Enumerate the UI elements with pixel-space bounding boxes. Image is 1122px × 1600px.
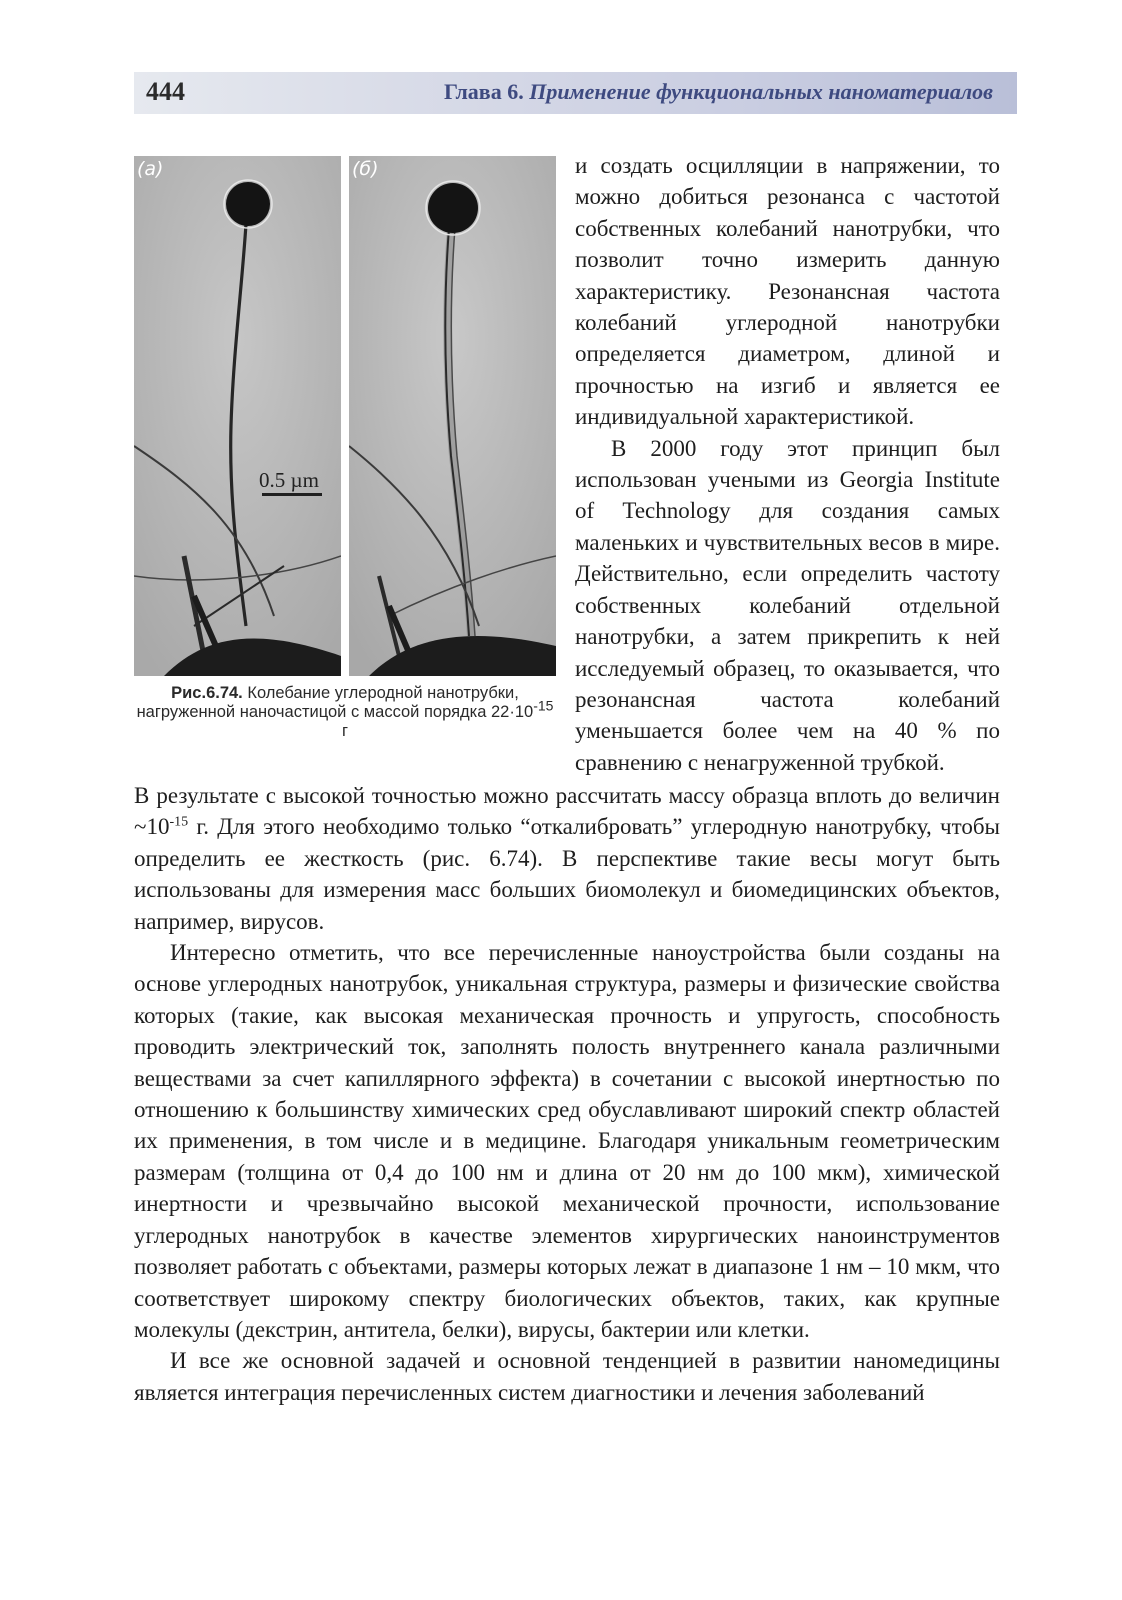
paragraph-1-text-b: г. Для этого необходимо только “откалибровать” углеродную нанотрубку, чтобы определить ее жесткость (рис. 6.74). В перспективе такие весы могут быть использованы для измерения масс больших биомолекул и биомедицинских объектов, например, вирусов. — [134, 814, 1000, 934]
chapter-title: Применение функциональных наноматериалов — [529, 79, 993, 104]
side-paragraph-2: В 2000 году этот принцип был использован учеными из Georgia Institute of Technology для создания самых маленьких и чувствительных весов в мире. Действительно, если определить частоту собственных колебаний отдельной нанотрубки, а затем прикрепить к ней исследуемый образец, то оказывается, что резонансная частота колебаний уменьшается более чем на 40 % по сравнению с ненагруженной трубкой. — [575, 435, 1000, 775]
paragraph-1-exponent: -15 — [169, 814, 189, 830]
scale-bar-label: 0.5 µm — [259, 468, 319, 492]
micrograph-b-image — [349, 156, 556, 676]
caption-text: Колебание углеродной нанотрубки, нагруженной наночастицой с массой порядка 22·10 — [136, 684, 534, 721]
page-header — [134, 72, 1017, 114]
side-paragraph-1: и создать осцилляции в напряжении, то можно добиться резонанса с частотой собственных колебаний нанотрубки, что позволит точно измерить данную характеристику. Резонансная частота колебаний углеродной нанотрубки определяется диаметром, длиной и прочностью на изгиб и является ее индивидуальной характеристикой. — [575, 153, 1000, 430]
caption-unit: г — [341, 722, 349, 740]
main-paragraph-3: И все же основной задачей и основной тенденцией в развитии наномедицины является интеграция перечисленных систем диагностики и лечения заболеваний — [134, 1348, 1000, 1405]
main-paragraph-2: Интересно отметить, что все перечисленные наноустройства были созданы на основе углеродных нанотрубок, уникальная структура, размеры и физические свойства которых (такие, как высокая механическая прочность и упругость, способность проводить электрический ток, заполнять полость внутреннего канала различными веществами за счет капиллярного эффекта) в сочетании с высокой инертностью по отношению к большинству химических сред обуславливают широкий спектр областей их применения, в том числе и в медицине. Благодаря уникальным геометрическим размерам (толщина от 0,4 до 100 нм и длина от 20 нм до 100 мкм), химической инертности и чрезвычайно высокой механической прочности, использование углеродных нанотрубок в качестве элементов хирургических наноинструментов позволяет работать с объектами, размеры которых лежат в диапазоне 1 нм – 10 мкм, что соответствует широкому спектру биологических объектов, таких, как крупные молекулы (декстрин, антитела, белки), вирусы, бактерии или клетки. — [134, 940, 1000, 1342]
caption-label: Рис.6.74. — [171, 684, 243, 702]
page-number: 444 — [146, 77, 185, 106]
panel-b-label: (б) — [352, 158, 379, 180]
panel-a-label: (а) — [137, 158, 164, 180]
figure-caption — [134, 684, 556, 741]
side-column — [575, 150, 1000, 778]
micrograph-a-image — [134, 156, 341, 676]
chapter-number: Глава 6. — [443, 79, 530, 104]
caption-exponent: -15 — [533, 697, 554, 714]
running-title — [444, 79, 993, 105]
main-paragraph-1 — [134, 780, 1000, 937]
main-column — [134, 780, 1000, 1408]
paragraph-1-text-a: В результате с высокой точностью можно рассчитать массу образца вплоть до величин ~10 — [134, 783, 1000, 840]
micrograph-panel-a — [134, 156, 341, 676]
micrograph-panel-b — [349, 156, 556, 676]
